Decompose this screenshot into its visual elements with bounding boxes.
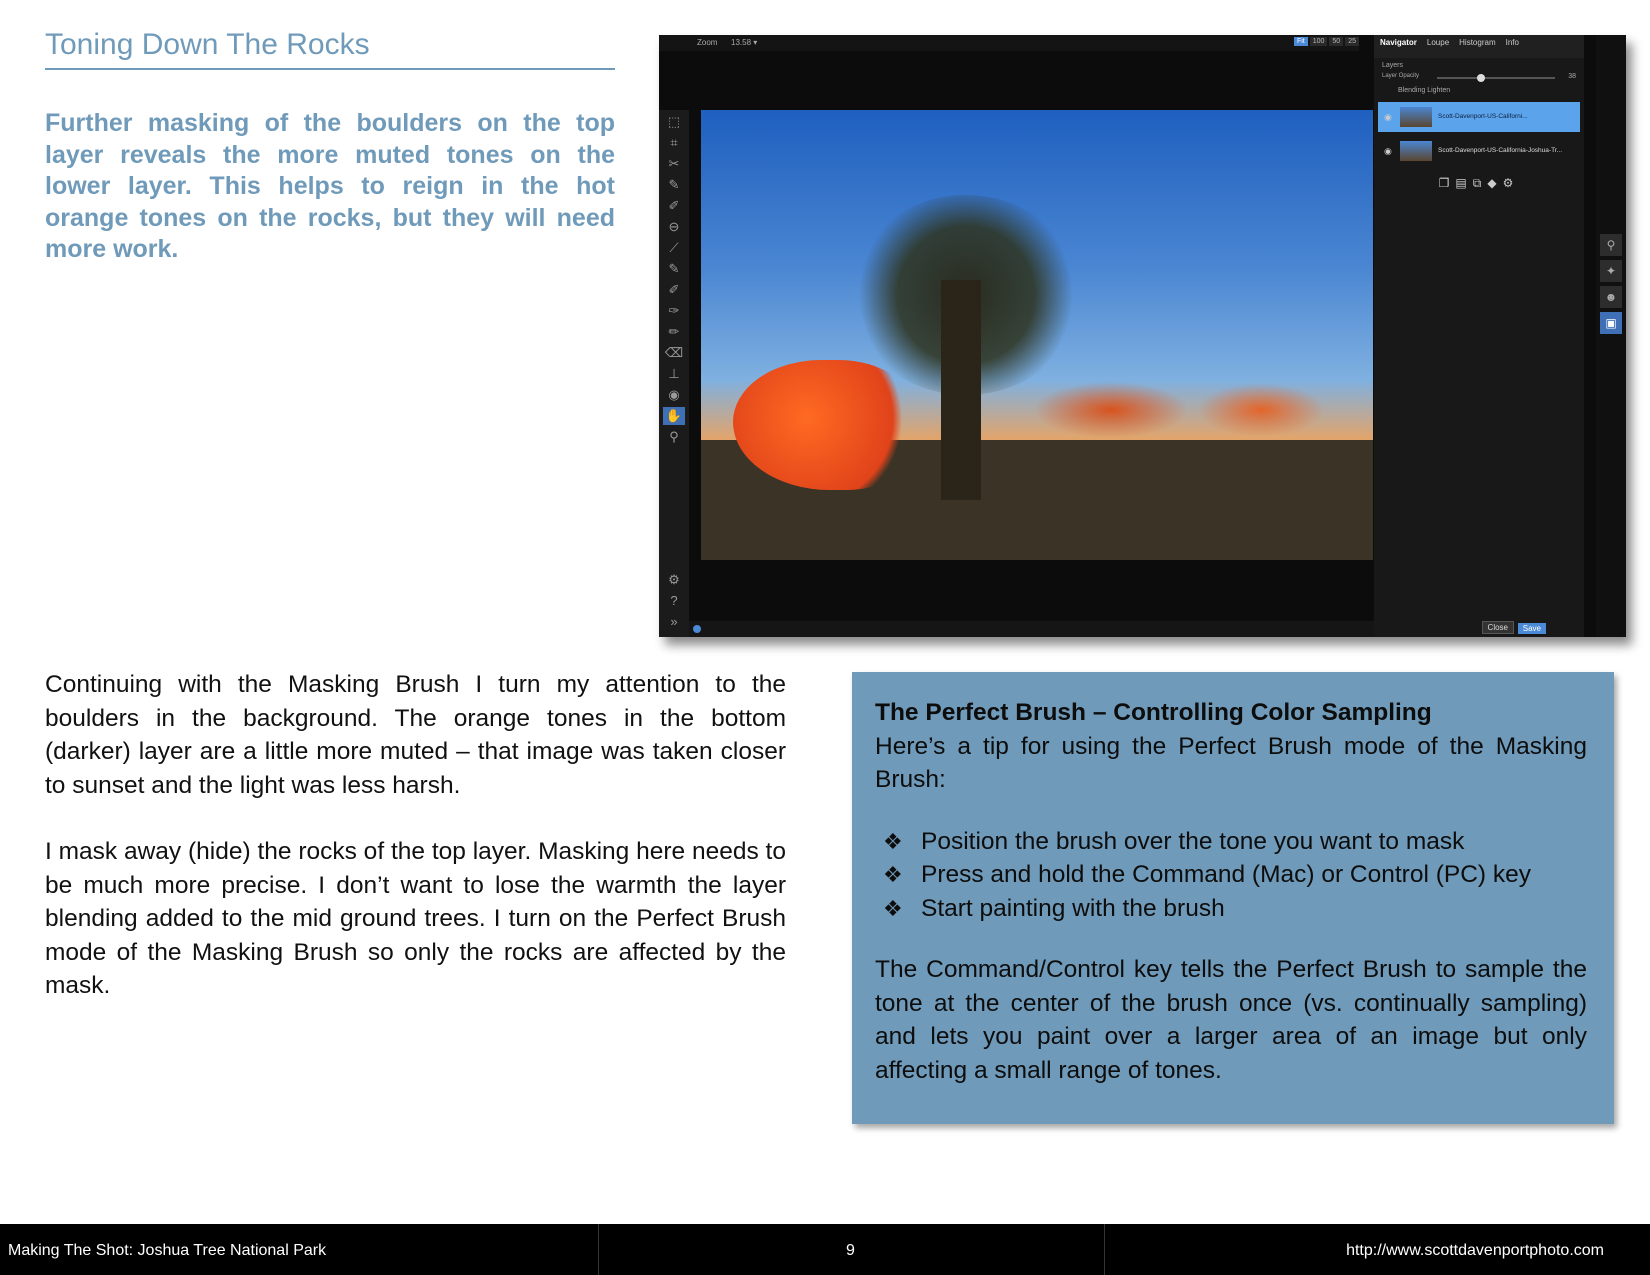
zoom-label: Zoom — [697, 38, 718, 47]
eye-icon[interactable]: ◉ — [1384, 112, 1392, 122]
opacity-label: Layer Opacity — [1382, 73, 1420, 79]
tip-steps — [875, 825, 1587, 926]
help-icon[interactable]: ? — [670, 593, 678, 608]
layer-thumbnail — [1400, 107, 1432, 127]
fill-icon[interactable]: ◆ — [1487, 176, 1503, 190]
merge-layer-icon[interactable]: ⧉ — [1472, 176, 1488, 190]
diamond-bullet-icon: ❖ — [883, 862, 903, 887]
intro-paragraph: Further masking of the boulders on the top layer reveals the more muted tones on the lower layer. This helps to reign in the hot orange tones on the rocks, but they will need more work. — [45, 109, 615, 263]
layers-label: Layers — [1382, 62, 1404, 69]
tip-title: The Perfect Brush – Controlling Color Sampling — [875, 699, 1432, 726]
layers-panel — [1374, 35, 1584, 637]
tip-box — [852, 672, 1614, 1124]
list-item: ❖ Start painting with the brush — [875, 892, 1587, 926]
collapse-chevron-icon[interactable]: » — [670, 614, 678, 629]
layer-row-top[interactable] — [1378, 102, 1580, 132]
opacity-value: 38 — [1568, 73, 1576, 80]
chisel-tool-icon[interactable]: ✑ — [668, 303, 680, 318]
layers-icon[interactable]: ▣ — [1600, 312, 1622, 334]
browse-icon[interactable]: ⚲ — [1600, 234, 1622, 256]
diamond-bullet-icon: ❖ — [883, 828, 903, 854]
stamp-tool-icon[interactable]: ⊥ — [668, 366, 680, 381]
retouch-tool-icon[interactable]: ✏ — [668, 324, 680, 339]
body-paragraph-2: I mask away (hide) the rocks of the top layer. Masking here needs to be much more precise. I don’t want to lose the warmth the layer blending added to the mid ground trees. I turn on the Perfect Brush mode of the Masking Brush so only the rocks are affected by the mask. — [45, 838, 786, 999]
joshua-tree-trunk — [941, 280, 981, 500]
page-heading: Toning Down The Rocks — [45, 28, 615, 70]
photo-canvas[interactable] — [701, 110, 1373, 560]
editor-screenshot — [659, 35, 1626, 637]
tab-histogram[interactable]: Histogram — [1459, 38, 1496, 47]
tool-strip — [659, 110, 689, 637]
zoom-25-button[interactable]: 25 — [1345, 37, 1359, 46]
effects-icon[interactable]: ✦ — [1600, 260, 1622, 282]
layer-name: Scott-Davenport-US-California-Joshua-Tr... — [1438, 147, 1563, 154]
eye-tool-icon[interactable]: ◉ — [668, 387, 680, 402]
zoom-buttons — [1294, 37, 1359, 46]
tip-explanation: The Command/Control key tells the Perfect Brush to sample the tone at the center of the brush once (vs. continually sampling) and lets you paint over a larger area of an image but only affecting a small range of tones. — [875, 956, 1587, 1084]
zoom-fit-button[interactable]: Fit — [1294, 37, 1308, 46]
layer-row-bottom[interactable] — [1378, 136, 1580, 166]
footer-divider — [1104, 1224, 1105, 1275]
tab-navigator[interactable]: Navigator — [1380, 38, 1417, 47]
opacity-knob[interactable] — [1477, 74, 1485, 82]
new-layer-icon[interactable]: ▤ — [1455, 176, 1473, 190]
refine-brush-icon[interactable]: ✎ — [668, 261, 680, 276]
refine-mask-icon[interactable]: ✐ — [668, 282, 680, 297]
tab-info[interactable]: Info — [1505, 38, 1519, 47]
edit-icon[interactable]: ☻ — [1600, 286, 1622, 308]
footer-title: Making The Shot: Joshua Tree National Park — [8, 1242, 327, 1259]
zoom-50-button[interactable]: 50 — [1329, 37, 1343, 46]
status-dot-icon — [693, 625, 701, 633]
layer-settings-icon[interactable]: ⚙ — [1502, 176, 1520, 190]
status-bar — [689, 621, 1374, 637]
body-paragraph-1: Continuing with the Masking Brush I turn my attention to the boulders in the background. The orange tones in the bottom (darker) layer are a little more muted – that image was taken closer to sunset and the light was less harsh. — [45, 671, 786, 799]
settings-gear-icon[interactable]: ⚙ — [668, 572, 680, 587]
layer-name: Scott-Davenport-US-Californi... — [1438, 113, 1528, 120]
zoom-tool-icon[interactable]: ⚲ — [669, 429, 679, 444]
hand-tool-icon[interactable]: ✋ — [663, 407, 685, 425]
save-button[interactable]: Save — [1518, 623, 1546, 634]
blending-select[interactable]: Blending Lighten — [1398, 87, 1451, 94]
layer-thumbnail — [1400, 141, 1432, 161]
scissors-tool-icon[interactable]: ✂ — [668, 156, 680, 171]
page-number: 9 — [846, 1242, 855, 1259]
copy-layer-icon[interactable]: ❐ — [1438, 176, 1456, 190]
tab-loupe[interactable]: Loupe — [1426, 38, 1450, 47]
close-button[interactable]: Close — [1482, 621, 1514, 634]
eraser-tool-icon[interactable]: ⌫ — [664, 345, 684, 360]
list-item: ❖ Press and hold the Command (Mac) or Control (PC) key — [875, 858, 1587, 892]
gradient-tool-icon[interactable]: ⊖ — [668, 219, 680, 234]
diamond-bullet-icon: ❖ — [883, 895, 903, 921]
zoom-bar — [659, 35, 1359, 51]
eye-icon[interactable]: ◉ — [1384, 146, 1392, 156]
layer-opacity-slider[interactable] — [1382, 73, 1576, 83]
footer-divider — [598, 1224, 599, 1275]
list-item: ❖ Position the brush over the tone you want to mask — [875, 825, 1587, 859]
brush-tool-icon[interactable]: ✎ — [668, 177, 680, 192]
panel-tabs — [1374, 35, 1584, 58]
tip-intro: Here’s a tip for using the Perfect Brush mode of the Masking Brush: — [875, 732, 1587, 793]
footer-url-link[interactable]: http://www.scottdavenportphoto.com — [1346, 1242, 1604, 1259]
crop-tool-icon[interactable]: ⌗ — [670, 135, 678, 150]
move-tool-icon[interactable]: ⬚ — [667, 114, 681, 129]
zoom-value[interactable]: 13.58 ▾ — [731, 38, 758, 47]
mask-tool-icon[interactable]: ⟋ — [669, 240, 679, 255]
module-strip — [1596, 35, 1626, 637]
masking-brush-icon[interactable]: ✐ — [668, 198, 680, 213]
layer-actions — [1374, 176, 1584, 191]
page-footer — [0, 1224, 1650, 1275]
zoom-100-button[interactable]: 100 — [1310, 37, 1328, 46]
